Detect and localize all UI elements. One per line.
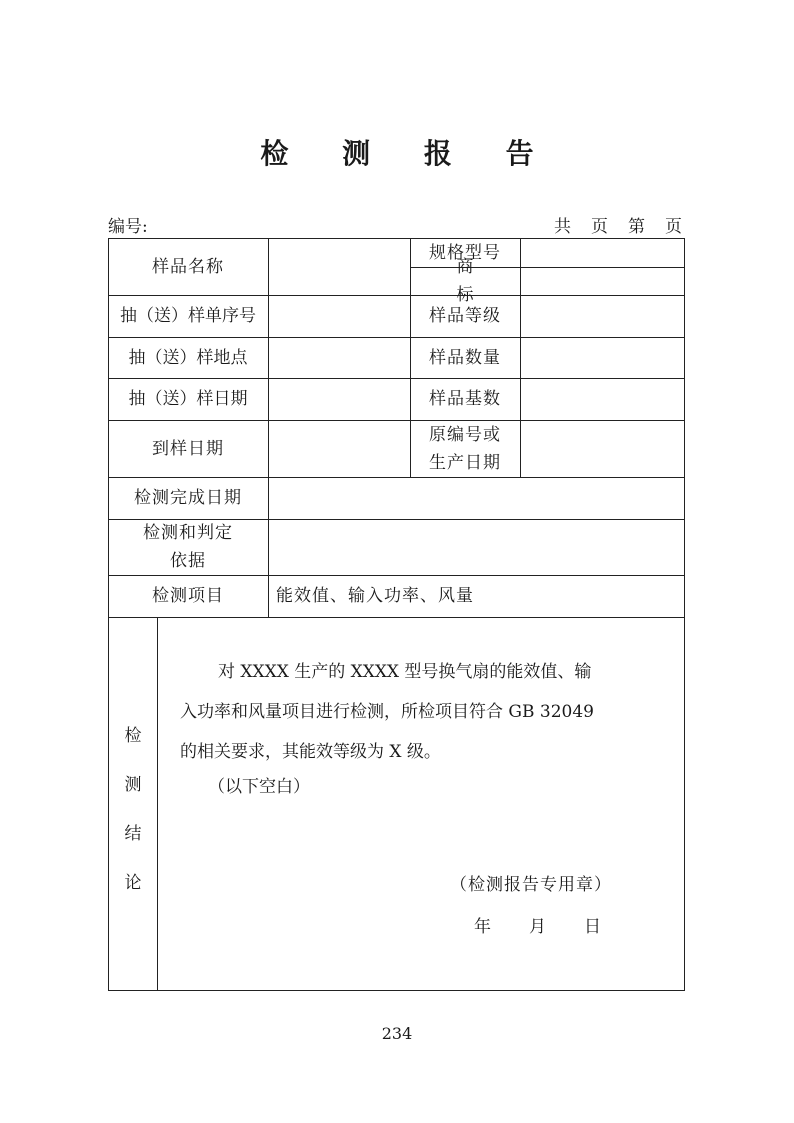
- conclusion-label-char: 检: [124, 726, 142, 746]
- value-sample-quantity[interactable]: [520, 337, 685, 378]
- value-sample-order-no[interactable]: [268, 295, 410, 337]
- conclusion-line-1: 对 XXXX 生产的 XXXX 型号换气扇的能效值、输: [218, 662, 592, 682]
- page-number: 234: [381, 1024, 413, 1043]
- divider: [108, 617, 685, 618]
- label-original-no-line2: 生产日期: [429, 452, 501, 473]
- conclusion-label: [110, 712, 156, 908]
- conclusion-label-char: 结: [124, 824, 142, 844]
- value-trademark[interactable]: [520, 267, 685, 295]
- month-label: 月: [529, 917, 546, 937]
- label-original-no: [410, 420, 520, 477]
- seal-note: （检测报告专用章）: [450, 875, 612, 895]
- conclusion-line-3: 的相关要求，其能效等级为 X 级。: [180, 742, 441, 762]
- label-basis: [108, 519, 268, 575]
- label-original-no-line1: 原编号或: [429, 424, 501, 445]
- day-label: 日: [584, 917, 601, 937]
- value-sample-date[interactable]: [268, 378, 410, 420]
- conclusion-label-char: 论: [124, 873, 142, 893]
- year-label: 年: [474, 917, 491, 937]
- label-spec-model: 规格型号: [429, 242, 501, 263]
- label-sample-base: 样品基数: [429, 389, 501, 409]
- blank-note: （以下空白）: [208, 777, 310, 797]
- label-sample-grade: 样品等级: [429, 306, 501, 326]
- value-arrival-date[interactable]: [268, 420, 410, 477]
- label-sample-name: 样品名称: [152, 256, 224, 277]
- label-sample-location: 抽（送）样地点: [128, 347, 248, 368]
- value-sample-grade[interactable]: [520, 295, 685, 337]
- value-sample-base[interactable]: [520, 378, 685, 420]
- label-basis-line2: 依据: [170, 551, 206, 571]
- page-unit-label: 页: [591, 217, 610, 237]
- conclusion-label-char: 测: [124, 775, 142, 795]
- signing-date: [474, 912, 601, 937]
- total-label: 共: [554, 217, 573, 237]
- value-basis[interactable]: [268, 519, 685, 575]
- value-spec-model[interactable]: [520, 238, 685, 267]
- report-title: 检 测 报 告: [260, 137, 556, 170]
- conclusion-line-2: 入功率和风量项目进行检测，所检项目符合 GB 32049: [180, 702, 594, 722]
- value-sample-location[interactable]: [268, 337, 410, 378]
- conclusion-text: [180, 652, 640, 772]
- page-unit-label-2: 页: [665, 217, 684, 237]
- value-test-items: 能效值、输入功率、风量: [276, 586, 474, 606]
- ordinal-label: 第: [628, 217, 647, 237]
- label-completion-date: 检测完成日期: [134, 488, 242, 508]
- value-completion-date[interactable]: [268, 477, 685, 519]
- page-count: [554, 212, 684, 237]
- label-sample-quantity: 样品数量: [429, 347, 501, 368]
- label-trademark: 商标: [456, 257, 512, 305]
- label-basis-line1: 检测和判定: [143, 523, 233, 543]
- value-sample-name[interactable]: [268, 238, 410, 295]
- label-test-items: 检测项目: [152, 586, 224, 606]
- label-sample-order-no: 抽（送）样单序号: [120, 306, 256, 326]
- divider: [157, 617, 158, 991]
- report-number-label: 编号:: [108, 217, 148, 237]
- label-arrival-date: 到样日期: [152, 438, 224, 459]
- value-original-no[interactable]: [520, 420, 685, 477]
- label-sample-date: 抽（送）样日期: [128, 389, 248, 409]
